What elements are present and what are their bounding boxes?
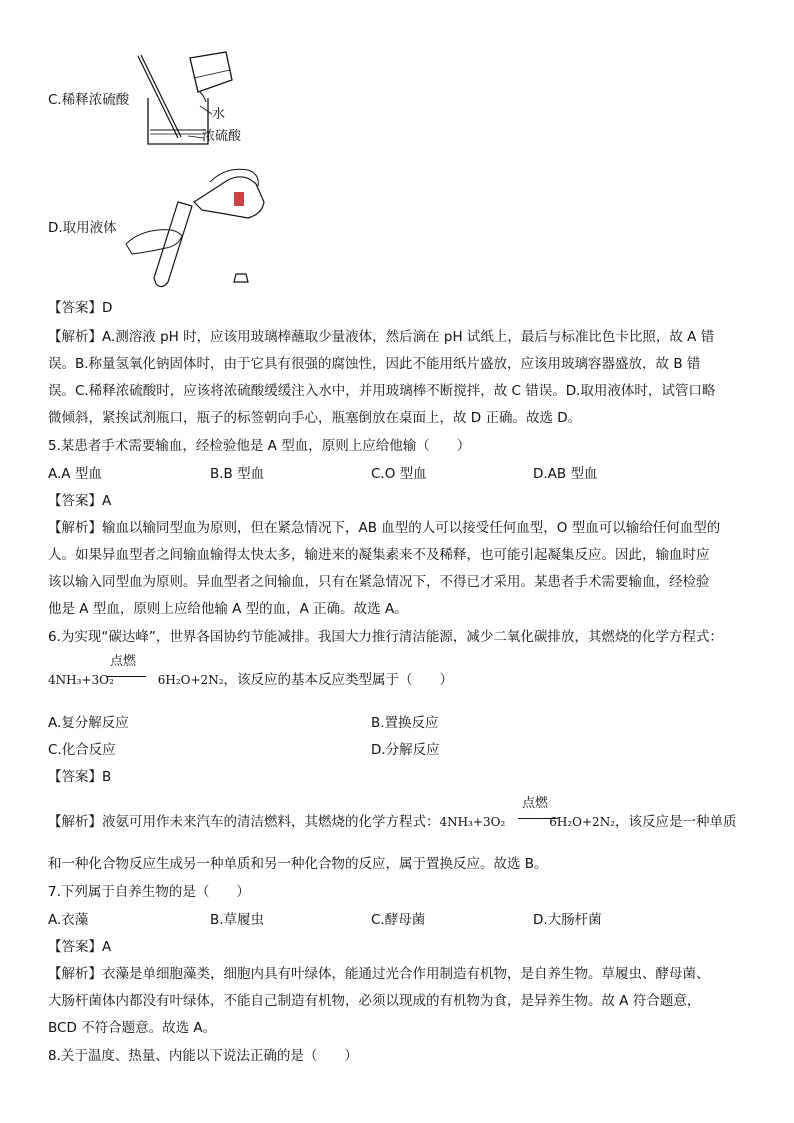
q5-option-a: A.A 型血 [48, 466, 102, 482]
q4-analysis-line-3: 误。C.稀释浓硫酸时，应该将浓硫酸缓缓注入水中，并用玻璃棒不断搅拌，故 C 错误。D.取用液体时，试管口略 [48, 383, 716, 399]
q5-option-c: C.O 型血 [371, 466, 427, 482]
q7-analysis-line-3: BCD 不符合题意。故选 A。 [48, 1020, 217, 1036]
q5-option-d: D.AB 型血 [533, 466, 598, 482]
q6-analysis-head: 【解析】液氨可用作未来汽车的清洁燃料，其燃烧的化学方程式： [48, 814, 440, 830]
q5-analysis-line-1: 【解析】输血以输同型血为原则，但在紧急情况下，AB 血型的人可以接受任何血型，O 型血可以输给任何血型的 [48, 520, 721, 536]
q4-analysis-line-2: 误。B.称量氢氧化钠固体时，由于它具有很强的腐蚀性，因此不能用纸片盛放，应该用玻璃容器盛放，故 B 错 [48, 356, 701, 372]
q6-eq-left: 4NH₃+3O₂ [48, 673, 114, 687]
label-water: 水 [212, 107, 226, 122]
q7-answer: 【答案】A [48, 939, 112, 955]
q6-answer: 【答案】B [48, 769, 112, 785]
q6-stem: 6.为实现“碳达峰”，世界各国协约节能减排。我国大力推行清洁能源，减少二氧化碳排放，其燃烧的化学方程式： [48, 629, 723, 645]
q6-eq-right: 6H₂O+2N₂ [157, 673, 224, 687]
q6-option-b: B.置换反应 [371, 715, 439, 731]
q7-option-c: C.酵母菌 [371, 912, 426, 928]
q4-analysis-line-1: 【解析】A.测溶液 pH 时，应该用玻璃棒蘸取少量液体，然后滴在 pH 试纸上，最后与标准比色卡比照，故 A 错 [48, 329, 715, 345]
q6-analysis-tail: ，该反应是一种单质 [615, 814, 737, 830]
q7-analysis-line-1: 【解析】衣藻是单细胞藻类，细胞内具有叶绿体，能通过光合作用制造有机物，是自养生物。草履虫、酵母菌、 [48, 966, 710, 982]
q6-analysis-line-1 [48, 812, 737, 832]
q5-stem: 5.某患者手术需要输血，经检验他是 A 型血，原则上应给他输（ ） [48, 438, 471, 454]
q6-analysis-eq-left: 4NH₃+3O₂ [439, 815, 506, 829]
q7-option-d: D.大肠杆菌 [533, 912, 602, 928]
q6-stem-tail: ，该反应的基本反应类型属于（ ） [223, 672, 453, 688]
q6-analysis-eq-condition: 点燃 [522, 796, 549, 811]
q6-option-d: D.分解反应 [371, 742, 440, 758]
q6-option-c: C.化合反应 [48, 742, 116, 758]
pour-liquid-illustration [118, 162, 278, 292]
q6-eq-condition: 点燃 [110, 654, 137, 669]
option-d-label: D.取用液体 [48, 220, 117, 236]
q7-option-a: A.衣藻 [48, 912, 89, 928]
q7-option-b: B.草履虫 [210, 912, 265, 928]
q5-analysis-line-3: 该以输入同型血为原则。异血型者之间输血，只有在紧急情况下，不得已才采用。某患者手术需要输血，经检验 [48, 574, 710, 590]
q6-option-a: A.复分解反应 [48, 715, 129, 731]
q7-stem: 7.下列属于自养生物的是（ ） [48, 884, 250, 900]
q4-analysis-line-4: 微倾斜，紧挨试剂瓶口，瓶子的标签朝向手心，瓶塞倒放在桌面上，故 D 正确。故选 D。 [48, 410, 582, 426]
q7-analysis-line-2: 大肠杆菌体内都没有叶绿体，不能自己制造有机物，必须以现成的有机物为食，是异养生物。故 A 符合题意， [48, 993, 701, 1009]
option-c-label: C.稀释浓硫酸 [48, 92, 130, 108]
q4-answer: 【答案】D [48, 300, 113, 316]
q8-stem: 8.关于温度、热量、内能以下说法正确的是（ ） [48, 1048, 358, 1064]
q6-analysis-eq-right: 6H₂O+2N₂ [549, 815, 615, 829]
q5-analysis-line-4: 他是 A 型血，原则上应给他输 A 型的血，A 正确。故选 A。 [48, 601, 408, 617]
q5-analysis-line-2: 人。如果异血型者之间输血输得太快太多，输进来的凝集素来不及稀释，也可能引起凝集反应。因此，输血时应 [48, 547, 710, 563]
q6-equation-line [48, 670, 453, 690]
label-concentrated-acid: 浓硫酸 [202, 129, 242, 144]
q5-option-b: B.B 型血 [210, 466, 265, 482]
q5-answer: 【答案】A [48, 493, 112, 509]
q6-analysis-line-2: 和一种化合物反应生成另一种单质和另一种化合物的反应，属于置换反应。故选 B。 [48, 856, 548, 872]
